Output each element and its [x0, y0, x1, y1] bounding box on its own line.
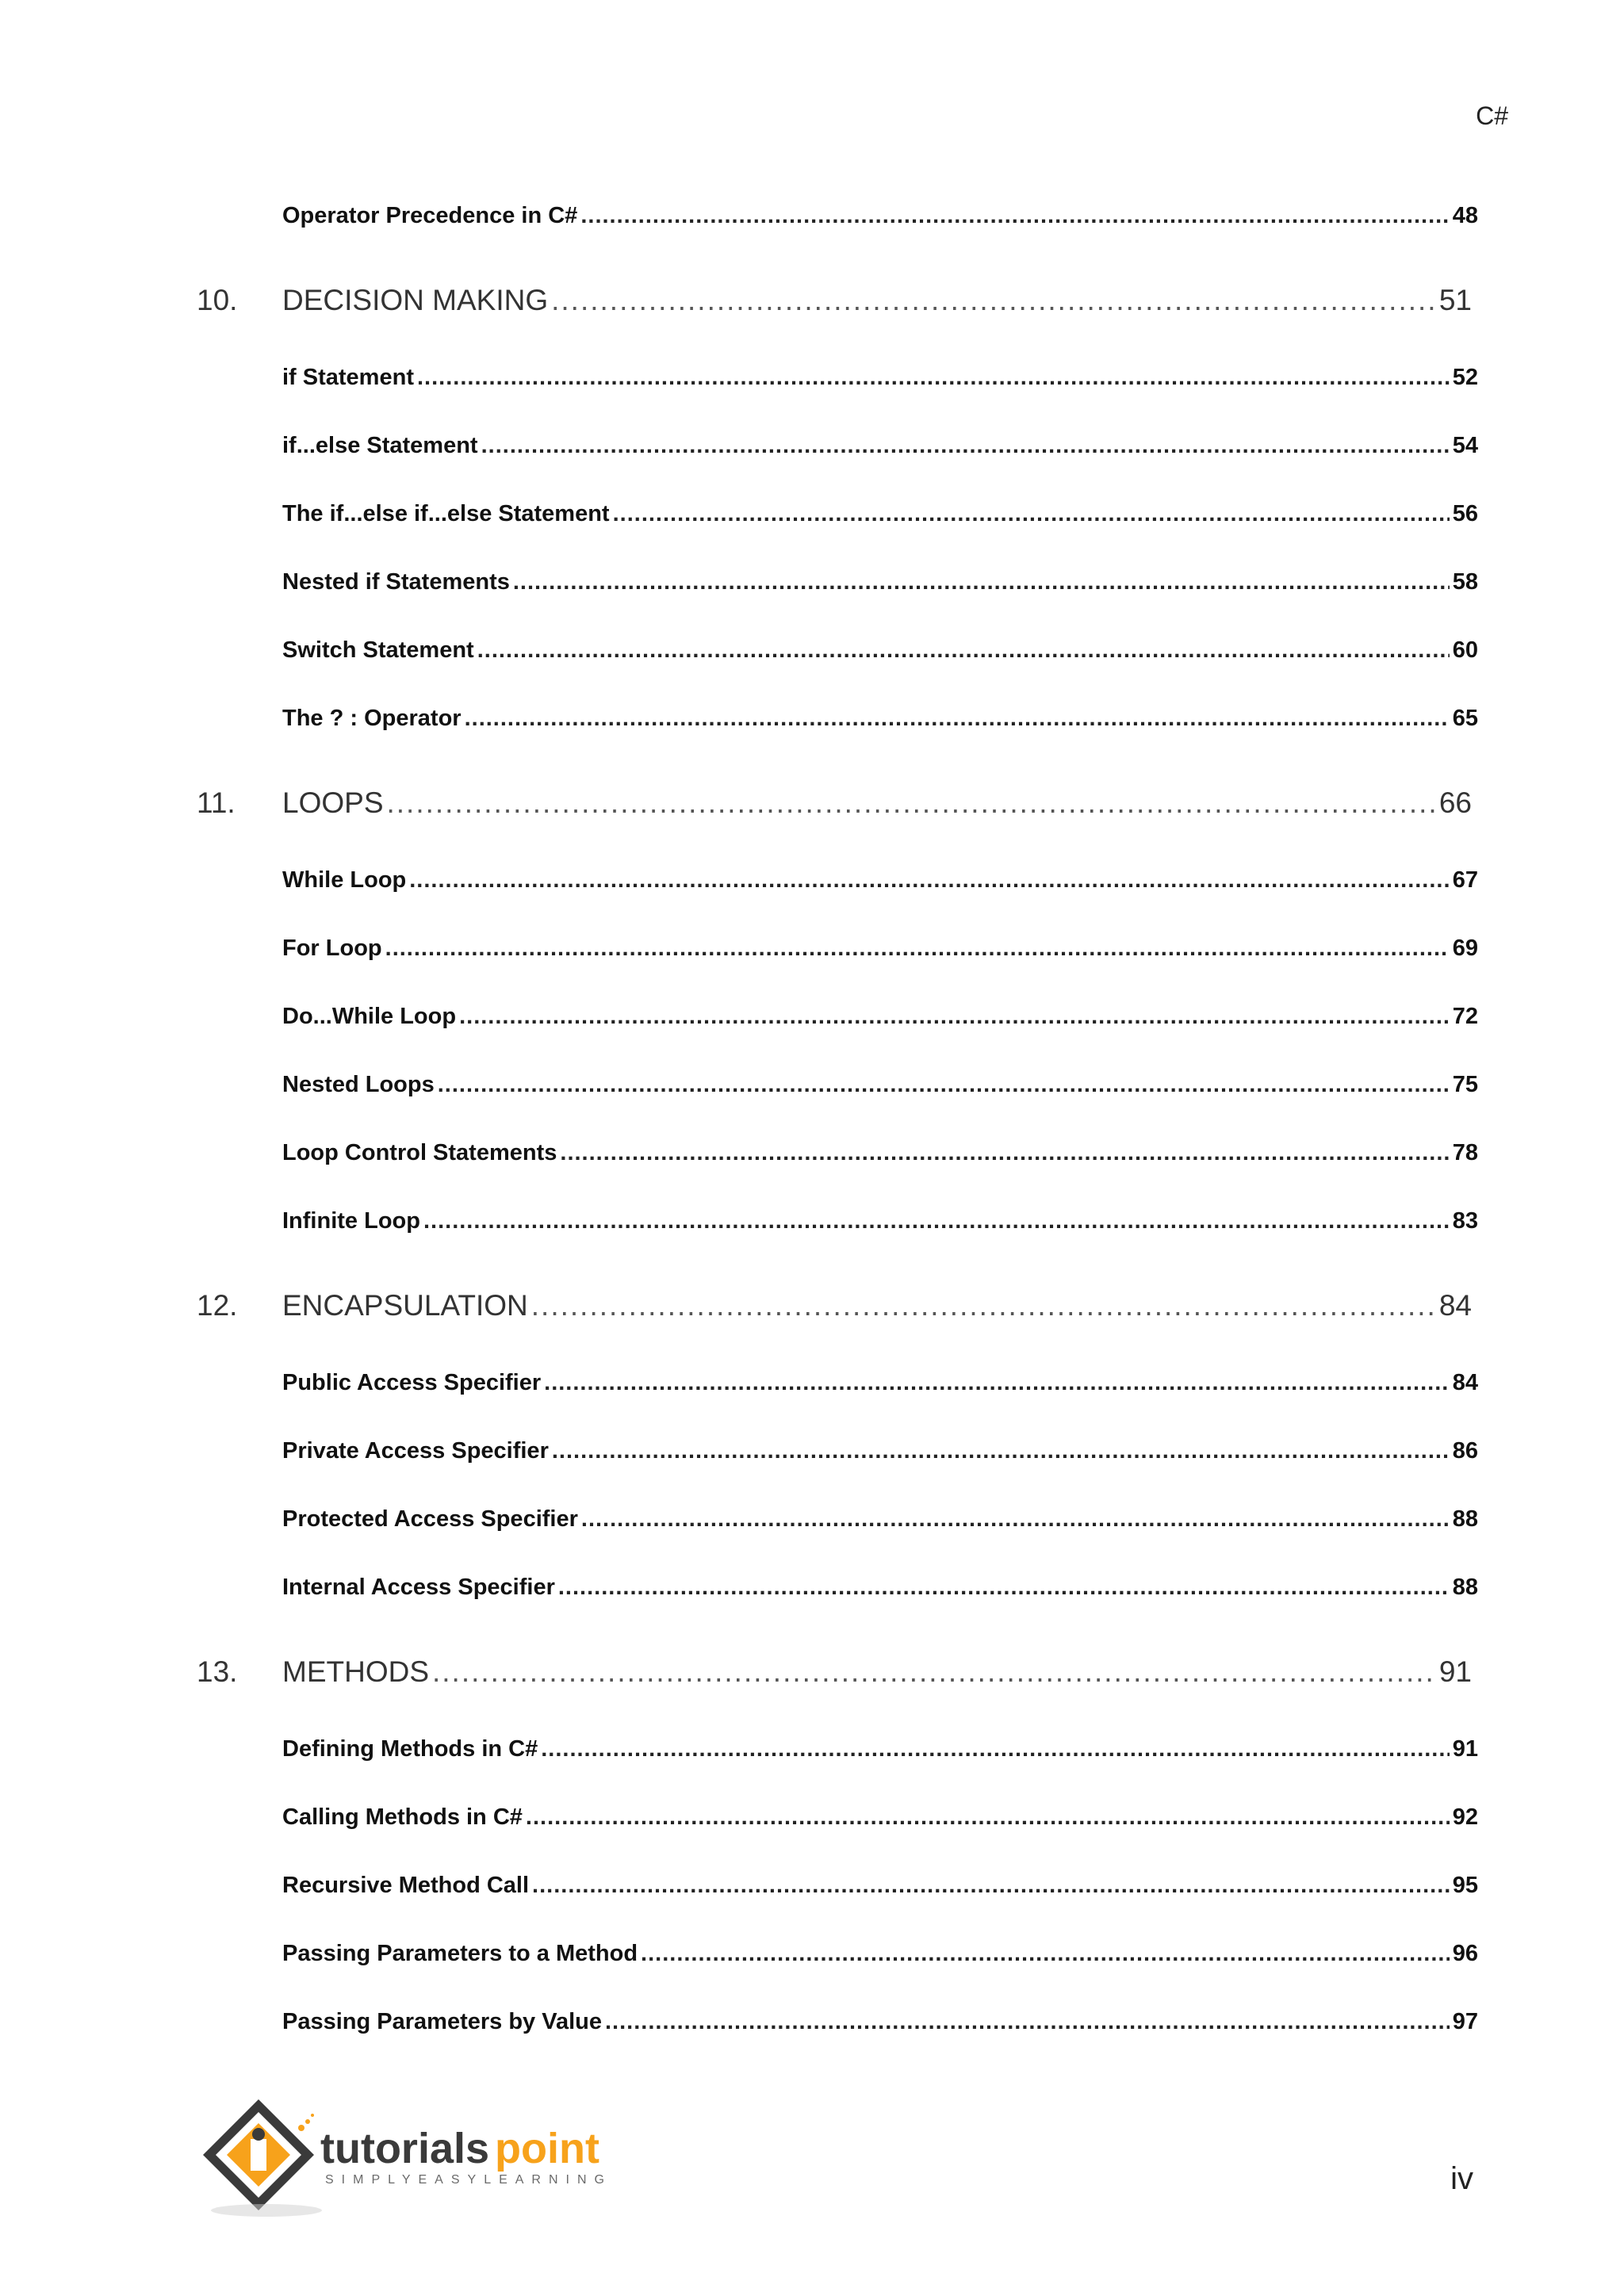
toc-entry[interactable]: [282, 936, 1478, 962]
dot-leader: [580, 203, 1449, 229]
toc-entry[interactable]: [282, 365, 1478, 391]
toc-label: Do...While Loop: [282, 1004, 457, 1029]
toc-page-number: 92: [1452, 1804, 1478, 1830]
toc-page-number: 88: [1452, 1506, 1478, 1532]
dot-leader: [531, 1289, 1436, 1322]
toc-page-number: 75: [1452, 1072, 1478, 1097]
page-number: iv: [1450, 2161, 1473, 2196]
logo-text-point: point: [495, 2125, 599, 2172]
logo-tagline: SIMPLYEASYLEARNING: [325, 2173, 612, 2187]
chapter-number: 13.: [197, 1655, 238, 1688]
toc-chapter[interactable]: [282, 1655, 1472, 1689]
toc-entry[interactable]: [282, 637, 1478, 664]
toc-page-number: 91: [1452, 1736, 1478, 1762]
toc-label: Public Access Specifier: [282, 1370, 542, 1395]
dot-leader: [438, 1072, 1450, 1098]
toc-entry[interactable]: [282, 1506, 1478, 1533]
toc-entry[interactable]: [282, 569, 1478, 595]
toc-label: Loop Control Statements: [282, 1140, 557, 1165]
toc-label: ENCAPSULATION: [282, 1289, 528, 1322]
toc-label: Operator Precedence in C#: [282, 203, 578, 228]
toc-label: Defining Methods in C#: [282, 1736, 538, 1762]
toc-label: While Loop: [282, 867, 407, 893]
toc-entry[interactable]: [282, 1575, 1478, 1601]
toc-label: Switch Statement: [282, 637, 474, 663]
dot-leader: [605, 2009, 1450, 2035]
toc-entry[interactable]: [282, 501, 1478, 527]
toc-entry[interactable]: [282, 706, 1478, 732]
toc-page-number: 48: [1452, 203, 1478, 228]
toc-label: Protected Access Specifier: [282, 1506, 578, 1532]
toc-chapter[interactable]: [282, 1289, 1472, 1322]
toc-entry[interactable]: [282, 1736, 1478, 1762]
toc-chapter[interactable]: [282, 284, 1472, 317]
toc-page-number: 65: [1452, 706, 1478, 731]
toc-entry[interactable]: [282, 1873, 1478, 1899]
toc-page-number: 60: [1452, 637, 1478, 663]
toc-label: Calling Methods in C#: [282, 1804, 523, 1830]
toc-label: Recursive Method Call: [282, 1873, 530, 1898]
toc-chapter[interactable]: [282, 786, 1472, 820]
toc-entry[interactable]: [282, 1804, 1478, 1831]
toc-page-number: 69: [1452, 936, 1478, 961]
dot-leader: [532, 1873, 1450, 1899]
dot-leader: [552, 1438, 1450, 1464]
tutorialspoint-logo: [195, 2093, 639, 2220]
dot-leader: [581, 1506, 1450, 1533]
toc-label: Passing Parameters to a Method: [282, 1941, 638, 1966]
toc-label: Infinite Loop: [282, 1208, 420, 1234]
toc-label: Nested Loops: [282, 1072, 435, 1097]
chapter-number: 11.: [197, 786, 236, 819]
toc-entry[interactable]: [282, 1370, 1478, 1396]
toc-label: Passing Parameters by Value: [282, 2009, 602, 2034]
toc-page-number: 51: [1438, 284, 1472, 316]
dot-leader: [544, 1370, 1450, 1396]
toc-entry[interactable]: [282, 1208, 1478, 1234]
toc-entry[interactable]: [282, 1072, 1478, 1098]
dot-leader: [423, 1208, 1450, 1234]
toc-entry[interactable]: [282, 433, 1478, 459]
toc-label: if Statement: [282, 365, 414, 390]
logo-diamond-icon: [203, 2099, 314, 2210]
toc-page-number: 72: [1452, 1004, 1478, 1029]
dot-leader: [459, 1004, 1450, 1030]
toc-page-number: 84: [1452, 1370, 1478, 1395]
toc-page-number: 86: [1452, 1438, 1478, 1464]
toc-page-number: 52: [1452, 365, 1478, 390]
toc-entry[interactable]: [282, 203, 1478, 229]
dot-leader: [432, 1655, 1436, 1689]
toc-page-number: 78: [1452, 1140, 1478, 1165]
toc-page-number: 66: [1438, 786, 1472, 819]
dot-leader: [513, 569, 1450, 595]
toc-page-number: 56: [1452, 501, 1478, 526]
toc-label: The ? : Operator: [282, 706, 462, 731]
dot-leader: [477, 637, 1450, 664]
toc-label: if...else Statement: [282, 433, 478, 458]
toc-page-number: 97: [1452, 2009, 1478, 2034]
dot-leader: [541, 1736, 1450, 1762]
toc-label: LOOPS: [282, 786, 384, 819]
toc-entry[interactable]: [282, 1140, 1478, 1166]
toc-label: DECISION MAKING: [282, 284, 549, 316]
toc-label: Internal Access Specifier: [282, 1575, 555, 1600]
chapter-number: 10.: [197, 284, 238, 316]
dot-leader: [481, 433, 1450, 459]
toc-entry[interactable]: [282, 1004, 1478, 1030]
chapter-number: 12.: [197, 1289, 238, 1322]
toc-page-number: 95: [1452, 1873, 1478, 1898]
toc-page-number: 88: [1452, 1575, 1478, 1600]
dot-leader: [560, 1140, 1449, 1166]
dot-leader: [526, 1804, 1450, 1831]
toc-entry[interactable]: [282, 2009, 1478, 2035]
toc-label: Private Access Specifier: [282, 1438, 549, 1464]
toc-entry[interactable]: [282, 1438, 1478, 1464]
dot-leader: [551, 284, 1436, 317]
toc-page-number: 54: [1452, 433, 1478, 458]
toc-page-number: 84: [1438, 1289, 1472, 1322]
dot-leader: [641, 1941, 1450, 1967]
header-title: C#: [1476, 101, 1508, 130]
toc-label: The if...else if...else Statement: [282, 501, 610, 526]
dot-leader: [387, 786, 1436, 820]
toc-page-number: 58: [1452, 569, 1478, 595]
toc-entry[interactable]: [282, 867, 1478, 894]
dot-leader: [385, 936, 1450, 962]
toc-label: Nested if Statements: [282, 569, 510, 595]
toc-page-number: 91: [1438, 1655, 1472, 1688]
toc-page-number: 96: [1452, 1941, 1478, 1966]
toc-label: METHODS: [282, 1655, 429, 1688]
toc-page-number: 67: [1452, 867, 1478, 893]
logo-text-tutorials: tutorials: [320, 2125, 490, 2172]
toc-label: For Loop: [282, 936, 382, 961]
dot-leader: [465, 706, 1450, 732]
dot-leader: [417, 365, 1450, 391]
dot-leader: [409, 867, 1449, 894]
dot-leader: [613, 501, 1450, 527]
toc-entry[interactable]: [282, 1941, 1478, 1967]
toc-page-number: 83: [1452, 1208, 1478, 1234]
dot-leader: [558, 1575, 1450, 1601]
